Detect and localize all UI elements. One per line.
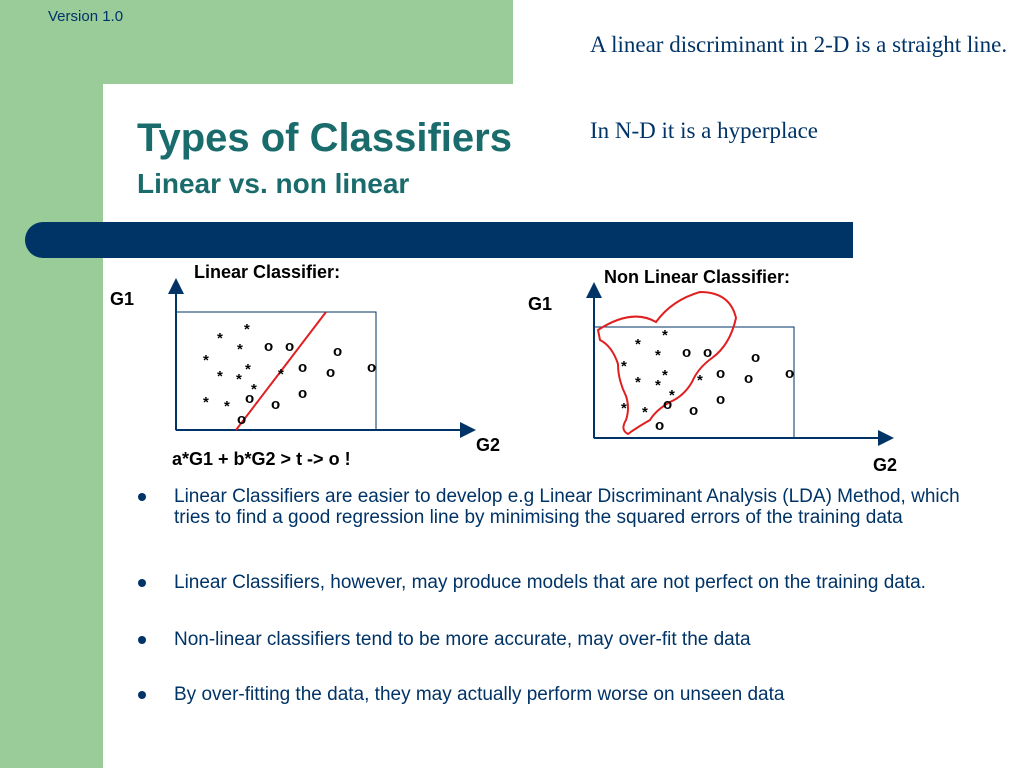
svg-text:o: o — [333, 343, 343, 360]
linear-y-axis-label: G1 — [110, 289, 135, 309]
bullet-list — [136, 486, 966, 705]
svg-text:o: o — [689, 402, 699, 419]
linear-formula: a*G1 + b*G2 > t -> o ! — [172, 449, 351, 469]
svg-text:*: * — [203, 394, 209, 411]
svg-text:*: * — [236, 371, 242, 388]
version-label: Version 1.0 — [48, 8, 124, 25]
linear-x-axis-label: G2 — [476, 435, 501, 455]
svg-text:*: * — [662, 327, 668, 344]
bullet-item: Non-linear classifiers tend to be more accurate, may over-fit the data — [136, 629, 966, 650]
svg-text:o: o — [326, 364, 336, 381]
svg-text:*: * — [203, 352, 209, 369]
svg-text:*: * — [244, 321, 250, 338]
svg-text:*: * — [237, 341, 243, 358]
svg-text:*: * — [655, 347, 661, 364]
nonlinear-y-axis-label: G1 — [528, 294, 553, 314]
svg-text:o: o — [285, 338, 295, 355]
svg-text:*: * — [669, 387, 675, 404]
svg-text:*: * — [642, 404, 648, 421]
svg-text:o: o — [271, 396, 281, 413]
svg-text:o: o — [716, 391, 726, 408]
svg-text:o: o — [264, 338, 274, 355]
svg-text:o: o — [663, 396, 673, 413]
slide-title: Types of Classifiers — [137, 116, 512, 160]
svg-text:*: * — [245, 361, 251, 378]
note-nd-hyperplane: In N-D it is a hyperplace — [590, 118, 819, 143]
svg-text:*: * — [662, 367, 668, 384]
svg-text:o: o — [298, 385, 308, 402]
nonlinear-x-axis-label: G2 — [873, 455, 898, 475]
nonlinear-classifier-title: Non Linear Classifier: — [604, 267, 791, 287]
svg-text:*: * — [621, 400, 627, 417]
svg-text:o: o — [367, 359, 377, 376]
svg-text:o: o — [785, 365, 795, 382]
svg-text:o: o — [751, 349, 761, 366]
nonlinear-points — [621, 327, 794, 434]
svg-text:*: * — [278, 366, 284, 383]
bullet-item: Linear Classifiers, however, may produce models that are not perfect on the training data. — [136, 572, 966, 593]
svg-text:*: * — [635, 336, 641, 353]
svg-text:o: o — [245, 390, 255, 407]
svg-text:o: o — [716, 365, 726, 382]
svg-text:*: * — [224, 398, 230, 415]
bullet-item: By over-fitting the data, they may actually perform worse on unseen data — [136, 684, 966, 705]
slide-subtitle: Linear vs. non linear — [137, 168, 410, 199]
svg-text:*: * — [251, 381, 257, 398]
svg-text:*: * — [621, 358, 627, 375]
svg-text:*: * — [217, 368, 223, 385]
svg-text:o: o — [682, 344, 692, 361]
note-linear-2d: A linear discriminant in 2-D is a straight line. — [590, 32, 1008, 57]
svg-text:*: * — [655, 377, 661, 394]
svg-text:o: o — [298, 359, 308, 376]
linear-points — [203, 321, 376, 428]
bullet-item: Linear Classifiers are easier to develop e.g Linear Discriminant Analysis (LDA) Method, which tries to find a good regression line by minimising the squared errors of the training data — [136, 486, 966, 528]
svg-text:*: * — [635, 374, 641, 391]
svg-text:o: o — [237, 411, 247, 428]
svg-text:o: o — [703, 344, 713, 361]
nonlinear-plot-frame — [594, 327, 794, 438]
svg-text:*: * — [217, 330, 223, 347]
svg-text:*: * — [697, 372, 703, 389]
svg-text:o: o — [744, 370, 754, 387]
linear-classifier-title: Linear Classifier: — [194, 262, 341, 282]
svg-text:o: o — [655, 417, 665, 434]
